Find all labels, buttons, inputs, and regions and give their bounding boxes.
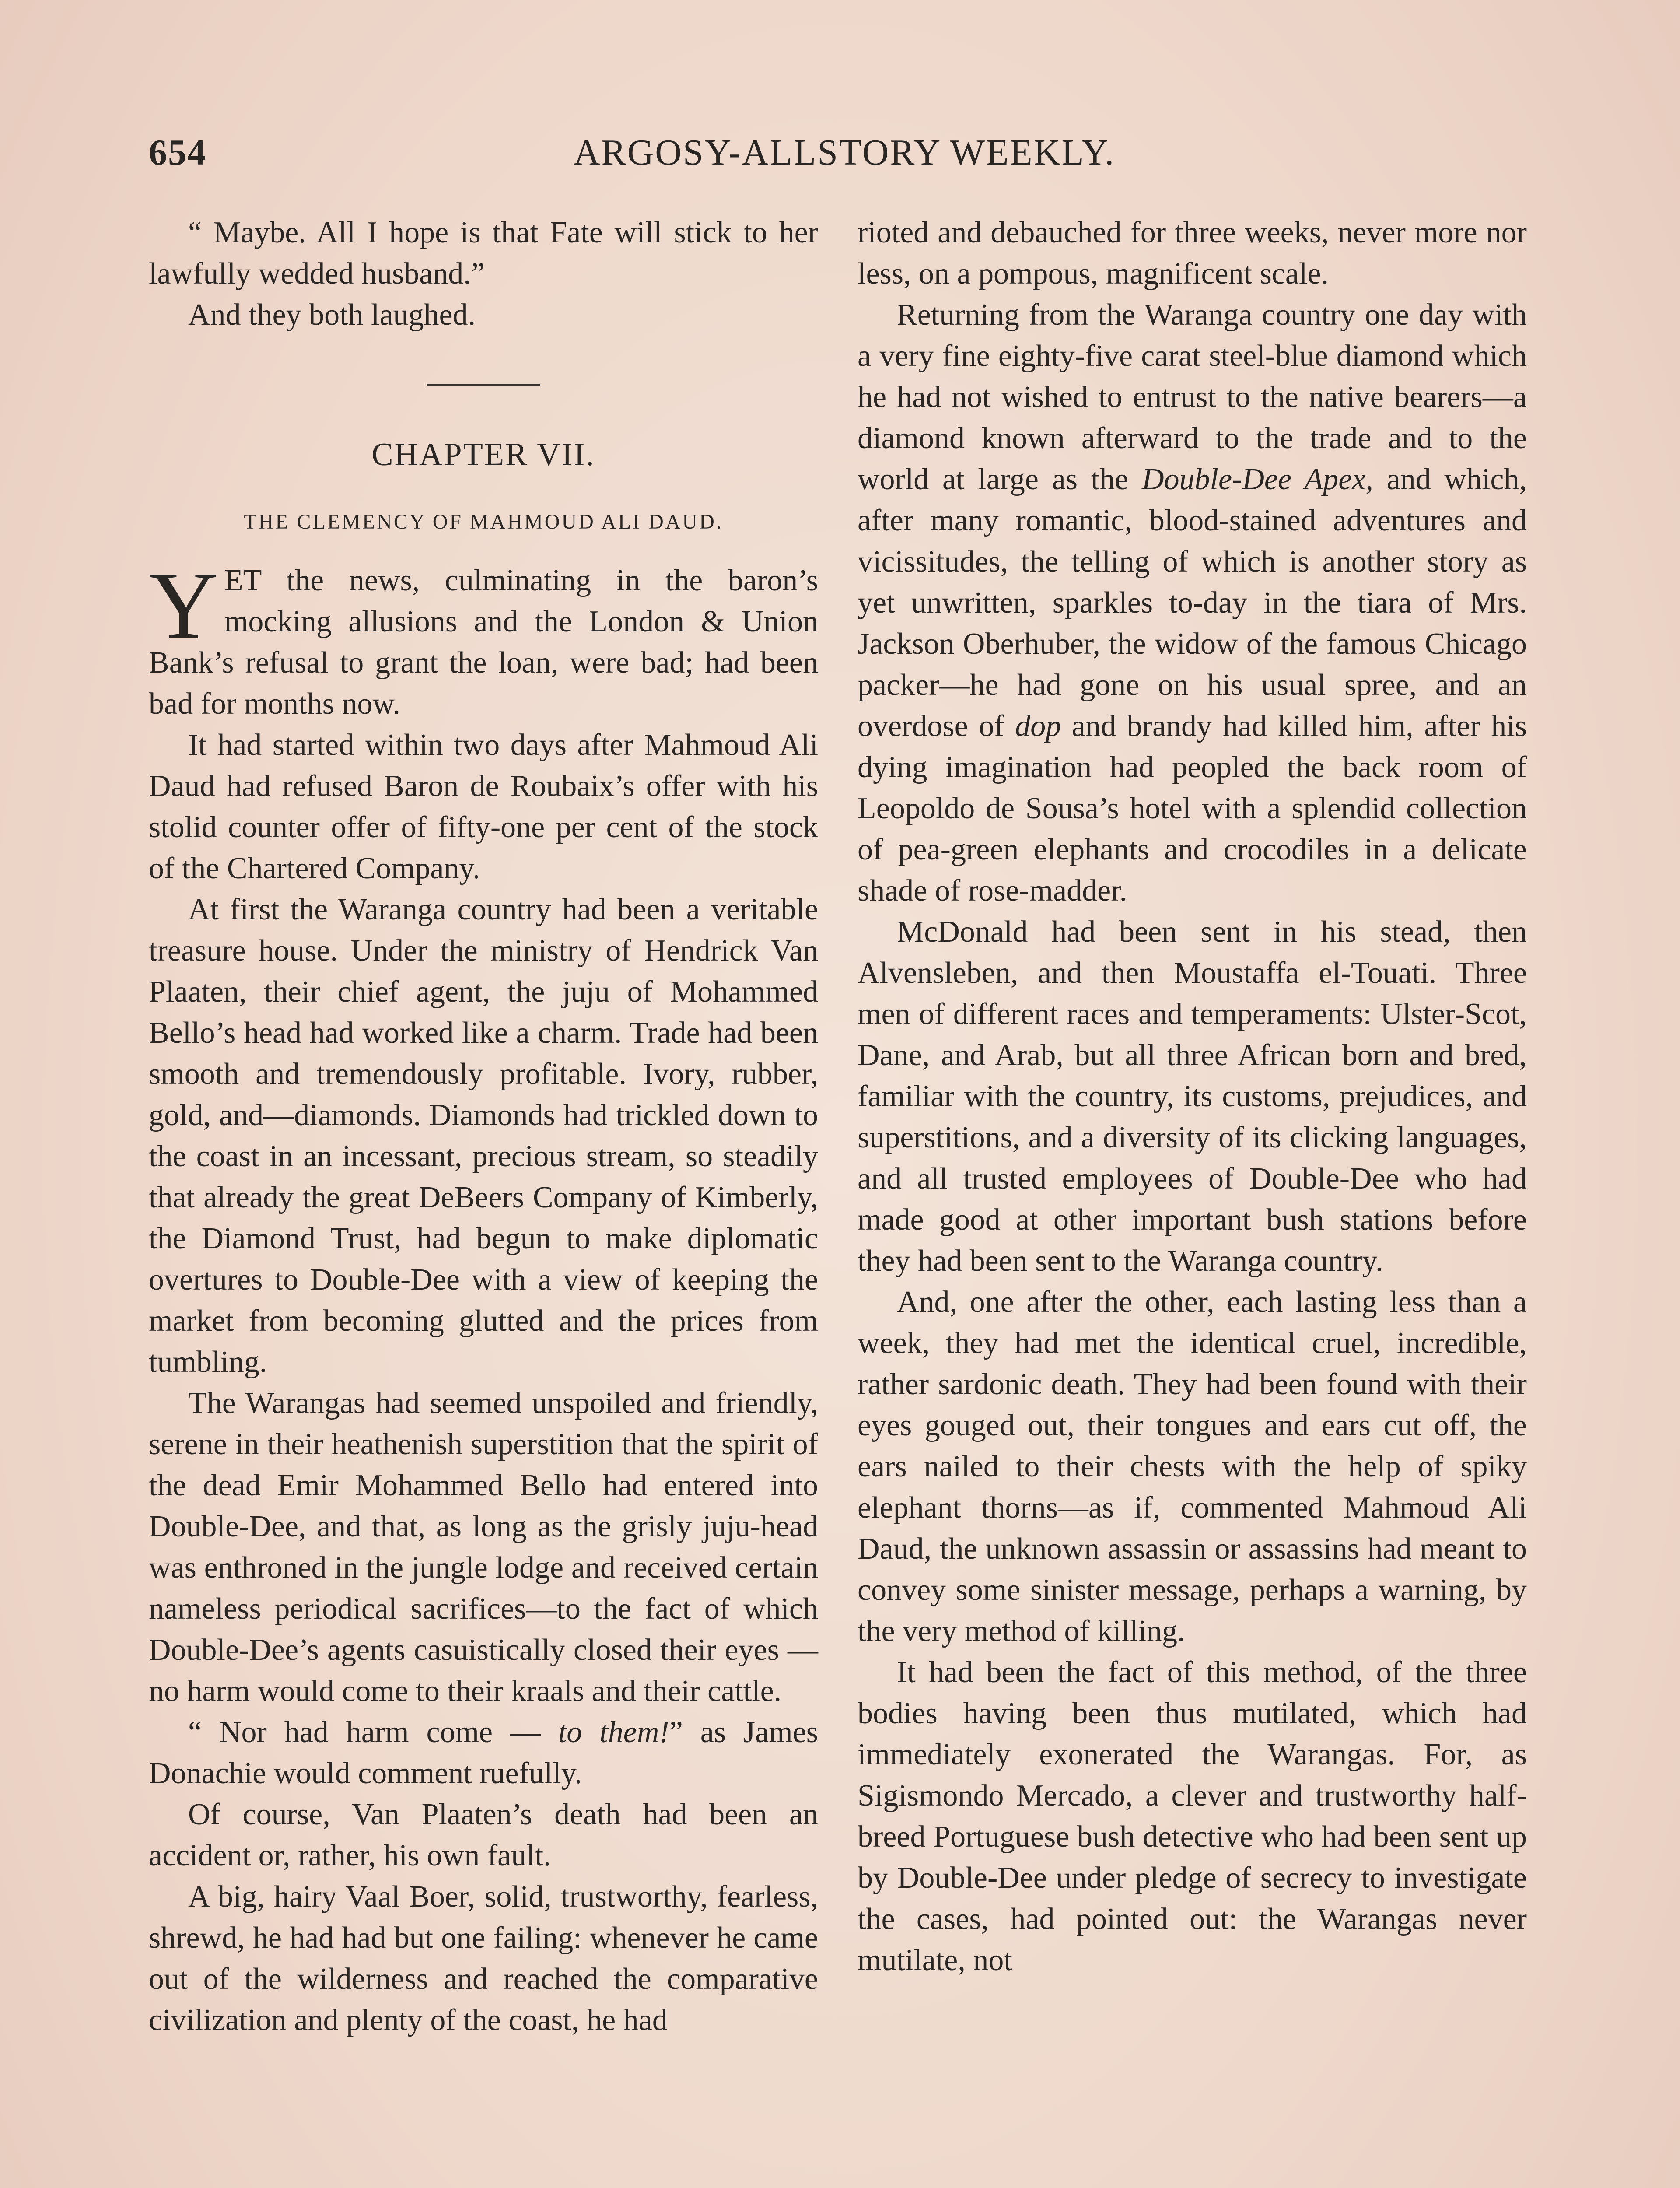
paragraph: It had been the fact of this method, of the three bodies having been thus mutilated, which had immediately exonerated the Warangas. For, as Sigismondo Mercado, a clever and trustworthy half-breed Portuguese bush detective who had been sent up by Double-Dee under pledge of secrecy to investigate the cases, had pointed out: the Warangas never mutilate, not xyxy=(858,1655,1527,1977)
paragraph: McDonald had been sent in his stead, then Alvensleben, and then Moustaffa el-Touati. Three men of different races and temperaments: Ulster-Scot, Dane, and Arab, but all three African born and bred, familiar with the country, its customs, prejudices, and superstitions, and a diversity of its clicking languages, and all trusted employees of Double-Dee who had made good at other important bush stations before they had been sent to the Waranga country. xyxy=(858,915,1527,1278)
quote-text: ” as James Donachie would comment ruefully. xyxy=(149,1715,818,1790)
running-head: ARGOSY-ALLSTORY WEEKLY. xyxy=(573,132,1116,173)
paragraph: The Warangas had seemed unspoiled and friendly, serene in their heathenish superstition that the spirit of the dead Emir Mohammed Bello had entered into Double-Dee, and that, as long as the grisly juju-head was enthroned in the jungle lodge and received certain nameless periodical sacrifices—to the fact of which Double-Dee’s agents casuistically closed their eyes —no harm would come to their kraals and their cattle. xyxy=(149,1386,818,1708)
paragraph-text: and which, after many romantic, blood-stained adventures and vicissitudes, the telling of which is another story as yet unwritten, sparkles to-day in the tiara of Mrs. Jackson Oberhuber, the widow of the famous Chicago packer—he had gone on his usual spree, and an overdose of xyxy=(858,463,1527,743)
right-column xyxy=(858,212,1527,1981)
quote-emphasis: to them! xyxy=(558,1715,669,1749)
opening-paragraph xyxy=(149,552,818,725)
paragraph: At first the Waranga country had been a veritable treasure house. Under the ministry of Hendrick Van Plaaten, their chief agent, the juju of Mohammed Bello’s head had worked like a charm. Trade had been smooth and tremendously profitable. Ivory, rubber, gold, and—diamonds. Diamonds had trickled down to the coast in an incessant, precious stream, so steadily that already the great DeBeers Company of Kimberly, the Diamond Trust, had begun to make diplomatic overtures to Double-Dee with a view of keeping the market from becoming glutted and the prices from tumbling. xyxy=(149,893,818,1379)
paragraph: It had started within two days after Mahmoud Ali Daud had refused Baron de Roubaix’s offer with his stolid counter offer of fifty-one per cent of the stock of the Chartered Company. xyxy=(149,728,818,885)
diamond-name: Double-Dee Apex, xyxy=(1141,463,1373,496)
paragraph-text: Returning from the Waranga country one day with a very fine eighty-five carat steel-blue diamond which he had not wished to entrust to the native bearers—a diamond known afterward to the trade and to the world at large as the xyxy=(858,298,1527,496)
paragraph: rioted and debauched for three weeks, never more nor less, on a pompous, magnificent scale. xyxy=(858,216,1527,291)
paragraph: “ Maybe. All I hope is that Fate will stick to her lawfully wedded husband.” xyxy=(149,216,818,291)
quote-text: “ Nor had harm come — xyxy=(188,1715,558,1749)
paragraph: And, one after the other, each lasting less than a week, they had met the identical cruel, incredible, rather sardonic death. They had been found with their eyes gouged out, their tongues and ears cut off, the ears nailed to their chests with the help of spiky elephant thorns—as if, commented Mahmoud Ali Daud, the unknown assassin or assassins had meant to convey some sinister message, perhaps a warning, by the very method of killing. xyxy=(858,1285,1527,1648)
emphasis-dop: dop xyxy=(1015,709,1061,743)
page-header xyxy=(149,131,1540,179)
chapter-subtitle: THE CLEMENCY OF MAHMOUD ALI DAUD. xyxy=(244,510,723,533)
section-divider xyxy=(427,384,540,386)
chapter-title: CHAPTER VII. xyxy=(371,437,595,473)
left-column xyxy=(149,212,818,2041)
paragraph: A big, hairy Vaal Boer, solid, trustworthy, fearless, shrewd, he had had but one failing: whenever he came out of the wilderness and reached the comparative civilization and plenty of the coast, he had xyxy=(149,1880,818,2037)
paragraph xyxy=(858,295,1527,912)
paragraph: Of course, Van Plaaten’s death had been an accident or, rather, his own fault. xyxy=(149,1798,818,1872)
page-number: 654 xyxy=(149,132,206,173)
drop-cap: Y xyxy=(149,552,218,659)
paragraph-text: and brandy had killed him, after his dying imagination had peopled the back room of Leopoldo de Sousa’s hotel with a splendid collection of pea-green elephants and crocodiles in a delicate shade of rose-madder. xyxy=(858,709,1527,908)
paragraph: And they both laughed. xyxy=(188,298,476,332)
paragraph xyxy=(149,1712,818,1794)
opening-text: ET the news, culminating in the baron’s mocking allusions and the London & Union Bank’s refusal to grant the loan, were bad; had been bad for months now. xyxy=(149,564,818,721)
